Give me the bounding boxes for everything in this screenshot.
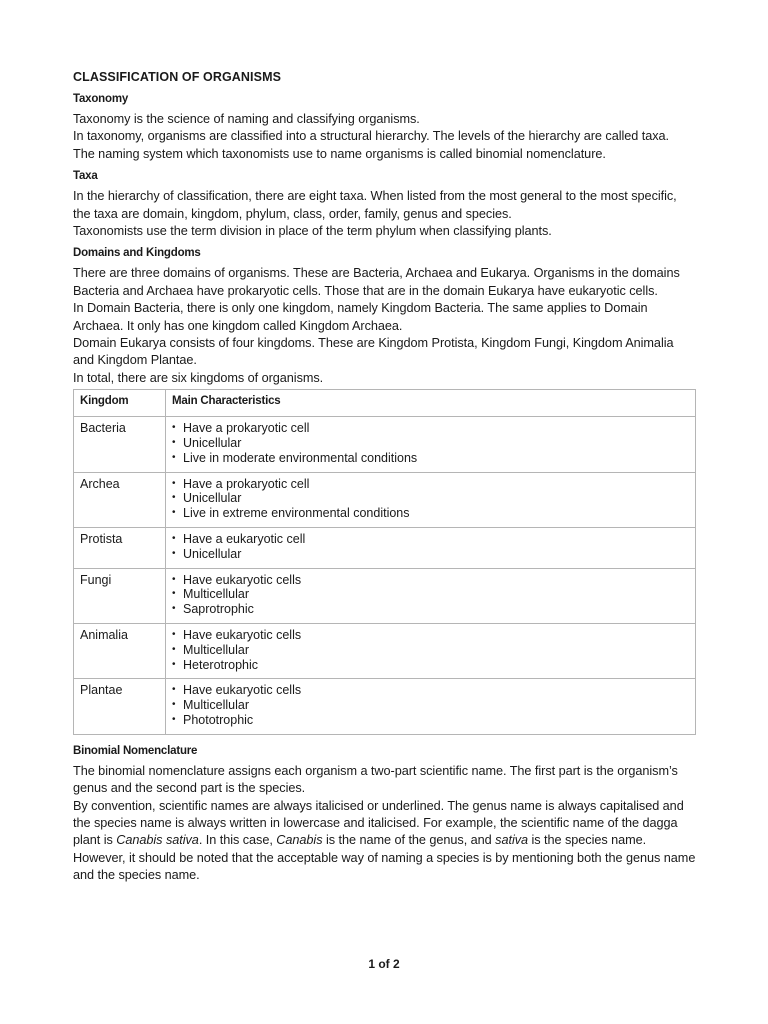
trait-item: • Unicellular xyxy=(172,436,689,451)
trait-item: • Phototrophic xyxy=(172,713,689,728)
paragraph-line: In total, there are six kingdoms of organisms. xyxy=(73,370,324,385)
table-row xyxy=(74,624,696,679)
document-title: CLASSIFICATION OF ORGANISMS xyxy=(73,70,282,84)
text-run: is the name of the genus, and xyxy=(322,833,496,848)
trait-item: • Have a prokaryotic cell xyxy=(172,421,689,436)
paragraph-line: Taxonomy is the science of naming and classifying organisms. xyxy=(73,112,420,126)
paragraph-line: In Domain Bacteria, there is only one kingdom, namely Kingdom Bacteria. The same applies to Domain Archaea. It only has one kingdom called Kingdom Archaea. xyxy=(73,301,648,333)
characteristics-cell xyxy=(166,417,696,472)
text-run: . In this case, xyxy=(198,833,277,848)
trait-item: • Multicellular xyxy=(172,698,689,713)
characteristics-cell xyxy=(166,679,696,734)
characteristics-cell xyxy=(166,624,696,679)
trait-item: • Unicellular xyxy=(172,547,689,562)
italic-text: Canabis xyxy=(276,833,323,848)
table-row xyxy=(74,679,696,734)
domains-text xyxy=(73,265,697,387)
section-heading-taxa: Taxa xyxy=(73,170,98,183)
paragraph-line: In the hierarchy of classification, there are eight taxa. When listed from the most general to the most specific, the taxa are domain, kingdom, phylum, class, order, family, genus and species. xyxy=(73,189,677,221)
trait-item: • Have eukaryotic cells xyxy=(172,573,689,588)
document-page xyxy=(73,66,697,885)
text-run: By convention, scientific names are always italicised or underlined. The genus name is always capitalised and the species name is always written in lowercase and italicised. For example, the scientific name of the dagga plant is xyxy=(73,798,684,848)
binomial-text xyxy=(73,763,697,885)
table-row xyxy=(74,472,696,527)
kingdom-cell: Bacteria xyxy=(74,417,166,472)
kingdom-cell: Animalia xyxy=(74,624,166,679)
column-header-kingdom: Kingdom xyxy=(74,390,166,417)
kingdom-cell: Protista xyxy=(74,528,166,569)
table-row xyxy=(74,417,696,472)
paragraph-line: The naming system which taxonomists use to name organisms is called binomial nomenclature. xyxy=(73,146,606,161)
trait-item: • Saprotrophic xyxy=(172,602,689,617)
table-header-row xyxy=(74,390,696,417)
column-header-characteristics: Main Characteristics xyxy=(166,390,696,417)
table-row xyxy=(74,528,696,569)
trait-item: • Multicellular xyxy=(172,587,689,602)
trait-item: • Multicellular xyxy=(172,643,689,658)
trait-item: • Have a eukaryotic cell xyxy=(172,532,689,547)
trait-item: • Have eukaryotic cells xyxy=(172,683,689,698)
characteristics-cell xyxy=(166,528,696,569)
text-run: is the species name. However, it should be noted that the acceptable way of naming a species is by mentioning both the genus name and the species name. xyxy=(73,833,696,883)
italic-text: sativa xyxy=(495,833,529,848)
kingdoms-table xyxy=(73,389,696,735)
paragraph-line: The binomial nomenclature assigns each organism a two-part scientific name. The first part is the organism’s genus and the second part is the species. xyxy=(73,763,678,796)
paragraph-line xyxy=(73,798,697,885)
section-heading-binomial: Binomial Nomenclature xyxy=(73,744,198,757)
trait-item: • Live in extreme environmental conditions xyxy=(172,506,689,521)
kingdom-cell: Plantae xyxy=(74,679,166,734)
page-number: 1 of 2 xyxy=(368,957,400,971)
taxa-text xyxy=(73,188,697,240)
section-heading-domains: Domains and Kingdoms xyxy=(73,247,201,260)
section-heading-taxonomy: Taxonomy xyxy=(73,93,129,105)
paragraph-line: Taxonomists use the term division in place of the term phylum when classifying plants. xyxy=(73,224,552,239)
italic-text: Canabis sativa xyxy=(116,833,199,848)
kingdom-cell: Fungi xyxy=(74,568,166,623)
kingdom-cell: Archea xyxy=(74,472,166,527)
trait-item: • Live in moderate environmental conditions xyxy=(172,451,689,466)
trait-item: • Have a prokaryotic cell xyxy=(172,477,689,492)
trait-item: • Have eukaryotic cells xyxy=(172,628,689,643)
characteristics-cell xyxy=(166,472,696,527)
trait-item: • Unicellular xyxy=(172,491,689,506)
paragraph-line: In taxonomy, organisms are classified into a structural hierarchy. The levels of the hierarchy are called taxa. xyxy=(73,129,669,144)
table-row xyxy=(74,568,696,623)
trait-item: • Heterotrophic xyxy=(172,658,689,673)
characteristics-cell xyxy=(166,568,696,623)
taxonomy-text xyxy=(73,111,697,163)
paragraph-line: Domain Eukarya consists of four kingdoms. These are Kingdom Protista, Kingdom Fungi, Kingdom Animalia and Kingdom Plantae. xyxy=(73,336,674,368)
paragraph-line: There are three domains of organisms. These are Bacteria, Archaea and Eukarya. Organisms in the domains Bacteria and Archaea have prokaryotic cells. Those that are in the domain Eukarya have eukaryotic cells. xyxy=(73,266,680,298)
